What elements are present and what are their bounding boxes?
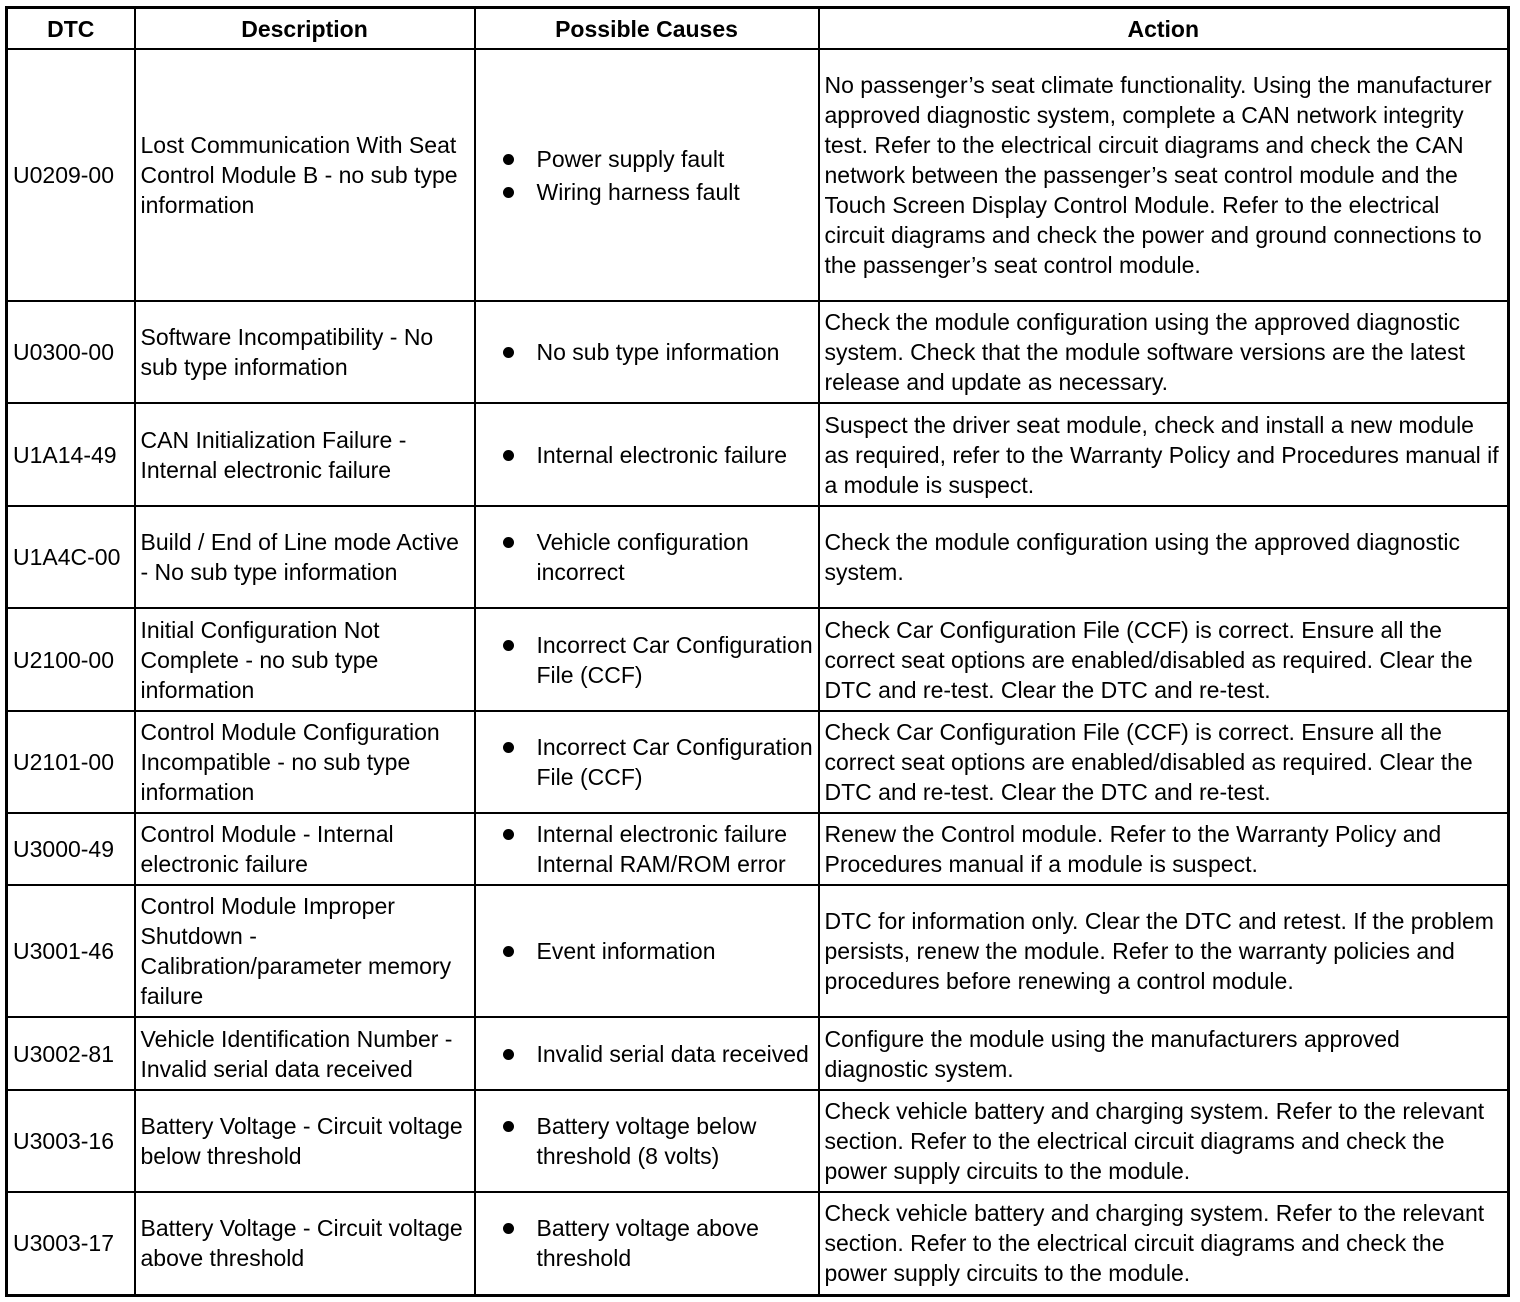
table-row — [7, 1017, 1509, 1090]
dtc-description: Control Module - Internal electronic failure — [135, 813, 475, 885]
dtc-description: Battery Voltage - Circuit voltage above threshold — [135, 1192, 475, 1295]
dtc-action: DTC for information only. Clear the DTC and retest. If the problem persists, renew the module. Refer to the warranty policies and procedures before renewing a control module. — [819, 885, 1509, 1017]
dtc-action: No passenger’s seat climate functionality. Using the manufacturer approved diagnostic system, complete a CAN network integrity test. Refer to the electrical circuit diagrams and check the CAN network between the passenger’s seat control module and the Touch Screen Display Control Module. Refer to the electrical circuit diagrams and check the power and ground connections to the passenger’s seat control module. — [819, 49, 1509, 301]
dtc-description: Control Module Improper Shutdown - Calibration/parameter memory failure — [135, 885, 475, 1017]
dtc-code: U0209-00 — [7, 49, 135, 301]
table-row — [7, 608, 1509, 711]
table-row — [7, 49, 1509, 301]
dtc-action: Renew the Control module. Refer to the Warranty Policy and Procedures manual if a module is suspect. — [819, 813, 1509, 885]
possible-causes — [475, 506, 819, 608]
dtc-action: Check vehicle battery and charging system. Refer to the relevant section. Refer to the electrical circuit diagrams and check the power supply circuits to the module. — [819, 1090, 1509, 1192]
possible-causes — [475, 885, 819, 1017]
header-action: Action — [819, 8, 1509, 50]
cause-item: Internal electronic failure — [503, 440, 814, 470]
dtc-code: U3003-17 — [7, 1192, 135, 1295]
cause-item: Invalid serial data received — [503, 1039, 814, 1069]
header-description: Description — [135, 8, 475, 50]
dtc-description: Software Incompatibility - No sub type information — [135, 301, 475, 403]
dtc-action: Check the module configuration using the approved diagnostic system. — [819, 506, 1509, 608]
table-row — [7, 813, 1509, 885]
table-row — [7, 885, 1509, 1017]
cause-item: Battery voltage above threshold — [503, 1213, 814, 1273]
dtc-table — [5, 6, 1510, 1297]
table-row — [7, 711, 1509, 813]
dtc-action: Check Car Configuration File (CCF) is correct. Ensure all the correct seat options are enabled/disabled as required. Clear the DTC and re-test. Clear the DTC and re-test. — [819, 711, 1509, 813]
dtc-action: Check Car Configuration File (CCF) is correct. Ensure all the correct seat options are enabled/disabled as required. Clear the DTC and re-test. Clear the DTC and re-test. — [819, 608, 1509, 711]
cause-item: No sub type information — [503, 337, 814, 367]
table-row — [7, 506, 1509, 608]
dtc-code: U3001-46 — [7, 885, 135, 1017]
dtc-description: Battery Voltage - Circuit voltage below threshold — [135, 1090, 475, 1192]
possible-causes — [475, 301, 819, 403]
table-row — [7, 403, 1509, 506]
dtc-action: Check vehicle battery and charging system. Refer to the relevant section. Refer to the electrical circuit diagrams and check the power supply circuits to the module. — [819, 1192, 1509, 1295]
dtc-description: Build / End of Line mode Active - No sub type information — [135, 506, 475, 608]
dtc-code: U1A14-49 — [7, 403, 135, 506]
dtc-code: U0300-00 — [7, 301, 135, 403]
table-row — [7, 301, 1509, 403]
dtc-description: Initial Configuration Not Complete - no sub type information — [135, 608, 475, 711]
table-row — [7, 1090, 1509, 1192]
possible-causes — [475, 403, 819, 506]
possible-causes — [475, 1017, 819, 1090]
dtc-code: U2101-00 — [7, 711, 135, 813]
dtc-action: Check the module configuration using the approved diagnostic system. Check that the module software versions are the latest release and update as necessary. — [819, 301, 1509, 403]
cause-item: Event information — [503, 936, 814, 966]
cause-item: Internal electronic failure — [503, 819, 814, 849]
header-dtc: DTC — [7, 8, 135, 50]
possible-causes — [475, 1090, 819, 1192]
cause-item: Internal RAM/ROM error — [536, 851, 786, 877]
possible-causes — [475, 608, 819, 711]
possible-causes — [475, 1192, 819, 1295]
cause-item: Vehicle configuration incorrect — [503, 527, 814, 587]
possible-causes — [475, 813, 819, 885]
dtc-description: Vehicle Identification Number - Invalid serial data received — [135, 1017, 475, 1090]
cause-item: Incorrect Car Configuration File (CCF) — [503, 630, 814, 690]
dtc-description: Lost Communication With Seat Control Module B - no sub type information — [135, 49, 475, 301]
cause-item: Wiring harness fault — [503, 177, 814, 207]
header-row — [7, 8, 1509, 50]
cause-item: Incorrect Car Configuration File (CCF) — [503, 732, 814, 792]
dtc-code: U2100-00 — [7, 608, 135, 711]
dtc-code: U3003-16 — [7, 1090, 135, 1192]
header-possible-causes: Possible Causes — [475, 8, 819, 50]
dtc-description: CAN Initialization Failure - Internal electronic failure — [135, 403, 475, 506]
table-row — [7, 1192, 1509, 1295]
cause-item: Power supply fault — [503, 144, 814, 174]
dtc-code: U1A4C-00 — [7, 506, 135, 608]
possible-causes — [475, 49, 819, 301]
dtc-code: U3002-81 — [7, 1017, 135, 1090]
dtc-description: Control Module Configuration Incompatible - no sub type information — [135, 711, 475, 813]
dtc-action: Configure the module using the manufacturers approved diagnostic system. — [819, 1017, 1509, 1090]
cause-item: Battery voltage below threshold (8 volts) — [503, 1111, 814, 1171]
dtc-action: Suspect the driver seat module, check and install a new module as required, refer to the Warranty Policy and Procedures manual if a module is suspect. — [819, 403, 1509, 506]
dtc-code: U3000-49 — [7, 813, 135, 885]
possible-causes — [475, 711, 819, 813]
